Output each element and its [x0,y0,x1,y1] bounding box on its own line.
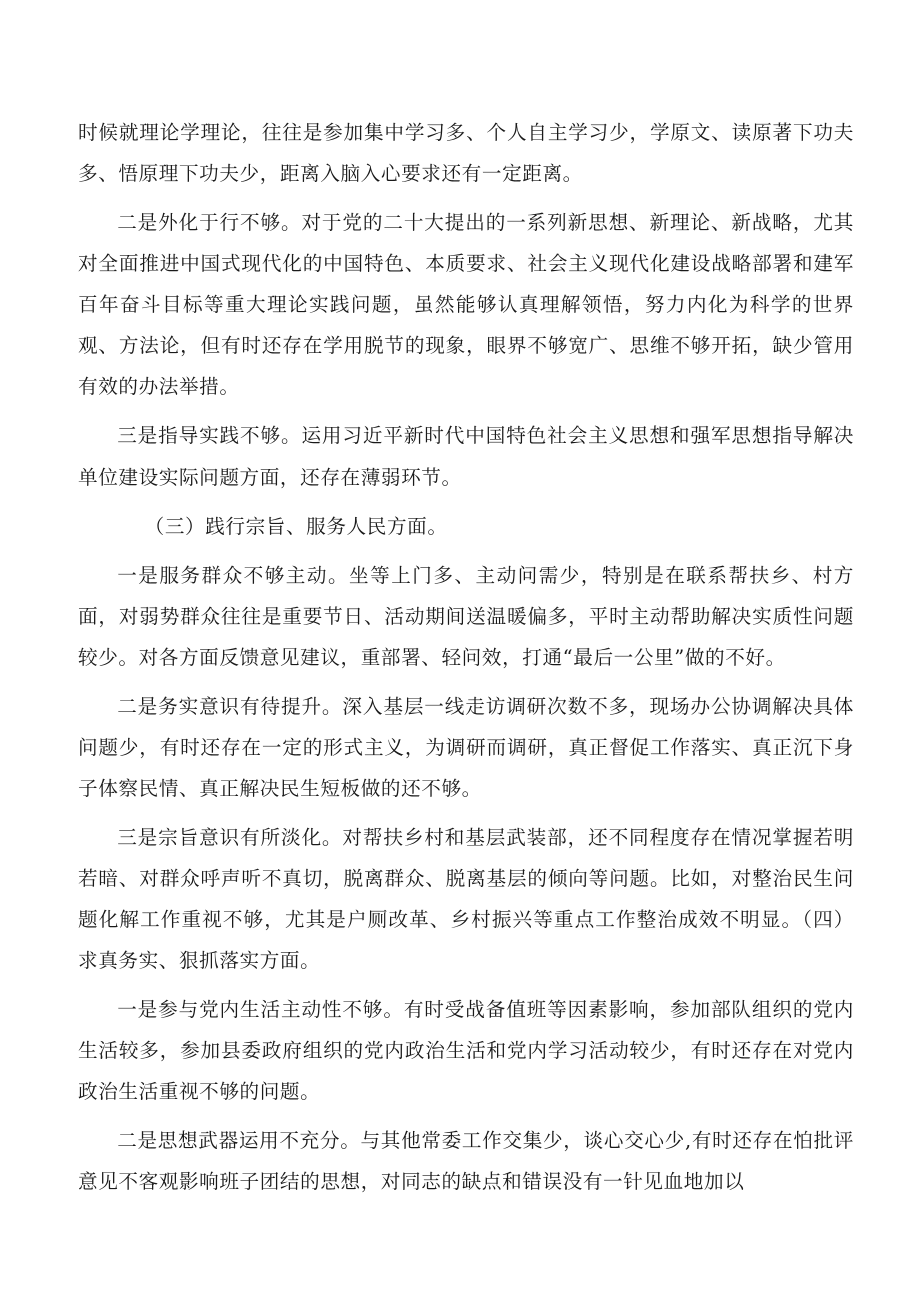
document-body [78,112,854,1210]
paragraph-continuation: 时候就理论学理论，往往是参加集中学习多、个人自主学习少，学原文、读原著下功夫多、悟原理下功夫少，距离入脑入心要求还有一定距离。 [78,121,854,186]
paragraph-pragmatic-awareness: 二是务实意识有待提升。深入基层一线走访调研次数不多，现场办公协调解决具体问题少，有时还存在一定的形式主义，为调研而调研，真正督促工作落实、真正沉下身子体察民情、真正解决民生短板做的还不够。 [78,694,854,800]
paragraph-purpose-awareness: 三是宗旨意识有所淡化。对帮扶乡村和基层武装部，还不同程度存在情况掌握若明若暗、对群众呼声听不真切，脱离群众、脱离基层的倾向等问题。比如，对整治民生问题化解工作重视不够，尤其是户厕改革、乡村振兴等重点工作整治成效不明显。（四）求真务实、狠抓落实方面。 [78,825,854,973]
section-heading-serving-people: （三）践行宗旨、服务人民方面。 [144,514,448,538]
paragraph-ideological-weapon: 二是思想武器运用不充分。与其他常委工作交集少，谈心交心少,有时还存在怕批评意见不客观影响班子团结的思想，对同志的缺点和错误没有一针见血地加以 [78,1129,854,1194]
paragraph-serving-masses: 一是服务群众不够主动。坐等上门多、主动问需少，特别是在联系帮扶乡、村方面，对弱势群众往往是重要节日、活动期间送温暖偏多，平时主动帮助解决实质性问题较少。对各方面反馈意见建议，重部署、轻问效，打通“最后一公里”做的不好。 [78,563,854,669]
paragraph-guiding-practice: 三是指导实践不够。运用习近平新时代中国特色社会主义思想和强军思想指导解决单位建设实际问题方面，还存在薄弱环节。 [78,424,854,489]
paragraph-external-practice: 二是外化于行不够。对于党的二十大提出的一系列新思想、新理论、新战略，尤其对全面推进中国式现代化的中国特色、本质要求、社会主义现代化建设战略部署和建军百年奋斗目标等重大理论实践问题，虽然能够认真理解领悟，努力内化为科学的世界观、方法论，但有时还存在学用脱节的现象，眼界不够宽广、思维不够开拓，缺少管用有效的办法举措。 [78,211,854,399]
paragraph-party-life: 一是参与党内生活主动性不够。有时受战备值班等因素影响，参加部队组织的党内生活较多，参加县委政府组织的党内政治生活和党内学习活动较少，有时还存在对党内政治生活重视不够的问题。 [78,998,854,1104]
